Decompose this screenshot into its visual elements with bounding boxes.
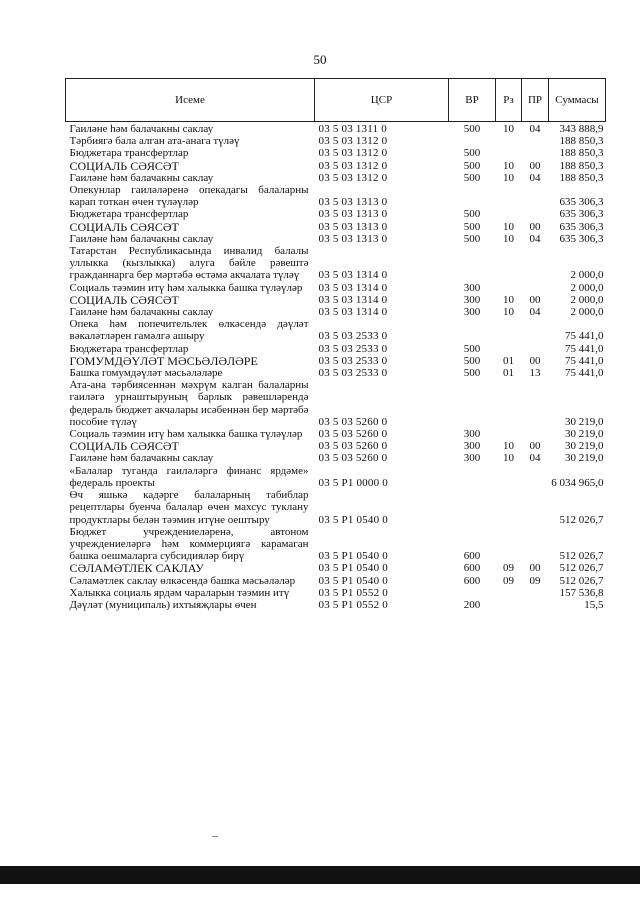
row-sum: 2 000,0 [570,306,604,319]
header-csr: ЦСР [315,79,449,122]
row-sum: 75 441,0 [565,330,604,343]
row-csr: 03 5 03 2533 0 [318,354,388,367]
header-sum: Суммасы [549,79,606,122]
row-vr: 500 [463,220,481,233]
row-vr: 600 [463,562,481,575]
row-rz: 01 [503,367,514,380]
row-rz: 10 [503,123,514,135]
row-pr [522,147,549,159]
table-row [66,599,606,611]
row-sum: 635 306,3 [559,232,604,245]
row-csr: 03 5 03 1314 0 [318,281,388,294]
row-sum: 30 219,0 [565,428,604,441]
row-sum: 188 850,3 [559,159,604,172]
row-rz [496,465,522,489]
row-name: Дәүләт (муниципаль) ихтыяҗлары өчен [69,598,257,611]
row-name: Опекунлар гаиләләренә опекадагы балаларны карап тоткан өчен түләүләр [69,184,309,209]
row-rz [496,379,522,428]
row-pr: 04 [529,171,541,184]
row-pr: 00 [529,354,541,367]
row-csr: 03 5 03 1313 0 [318,220,388,233]
table-row [66,233,606,245]
table-row [66,208,606,220]
table-row [66,221,606,233]
row-sum: 15,5 [584,598,604,611]
row-pr [522,526,549,563]
row-rz [496,184,522,208]
row-pr [522,379,549,428]
table-row [66,440,606,452]
row-pr: 00 [529,220,541,233]
table-row [66,355,606,367]
row-pr: 04 [529,306,541,319]
row-vr: 300 [463,293,481,306]
row-vr: 200 [463,598,481,611]
table-row [66,562,606,574]
header-rz: Рз [496,79,522,122]
row-vr: 600 [463,550,481,563]
row-rz: 01 [503,354,514,367]
header-pr: ПР [522,79,549,122]
budget-table [65,78,606,611]
row-rz: 10 [503,220,514,233]
row-csr: 03 5 03 2533 0 [318,342,388,355]
row-csr: 03 5 03 1313 0 [318,232,388,245]
row-vr [449,465,496,489]
row-vr: 500 [463,354,481,367]
row-rz [496,208,522,220]
row-csr: 03 5 P1 0540 0 [318,562,388,575]
row-rz: 09 [503,562,514,575]
row-vr: 300 [463,452,481,465]
row-rz: 09 [503,574,514,587]
row-pr [522,599,549,611]
row-sum: 343 888,9 [559,123,604,135]
row-name: Башка гомумдәүләт мәсьәләләре [69,367,223,380]
row-csr: 03 5 03 5260 0 [318,428,388,441]
row-csr: 03 5 03 5260 0 [318,415,388,428]
row-pr [522,465,549,489]
row-sum: 512 026,7 [559,550,604,563]
row-rz [496,526,522,563]
row-pr [522,428,549,440]
row-name: СОЦИАЛЬ СӘЯСӘТ [69,292,179,307]
table-row [66,465,606,489]
row-name: Гаиләне һәм балачакны саклау [69,171,214,184]
row-rz [496,318,522,342]
row-csr: 03 5 P1 0540 0 [318,574,388,587]
table-row [66,245,606,282]
row-csr: 03 5 03 2533 0 [318,330,388,343]
row-rz [496,599,522,611]
row-sum: 30 219,0 [565,415,604,428]
row-sum: 75 441,0 [565,342,604,355]
row-sum: 188 850,3 [559,147,604,160]
row-sum: 6 034 965,0 [551,476,604,489]
row-pr [522,489,549,526]
row-csr: 03 5 P1 0540 0 [318,513,388,526]
row-pr: 04 [529,452,541,465]
row-sum: 2 000,0 [570,269,604,282]
row-name: СӘЛАМӘТЛЕК САКЛАУ [69,561,204,576]
table-row [66,147,606,159]
row-rz: 10 [503,159,514,172]
row-vr [449,184,496,208]
table-row [66,587,606,599]
row-vr: 500 [463,171,481,184]
row-name: ГОМУМДӘҮЛӘТ МӘСЬӘЛӘЛӘРЕ [69,353,258,368]
row-vr [449,318,496,342]
table-body [66,122,606,612]
row-pr: 13 [529,367,541,380]
row-pr: 00 [529,562,541,575]
row-rz [496,245,522,282]
row-rz [496,489,522,526]
row-name: «Балалар туганда гаиләләргә финанс ярдәме» федераль проекты [69,464,309,489]
row-rz [496,147,522,159]
row-name: Опека һәм попечительлек өлкәсендә дәүләт вәкаләтләрен гамәлгә ашыру [69,318,309,343]
table-row [66,452,606,464]
row-pr: 04 [529,123,541,135]
row-csr: 03 5 P1 0552 0 [318,598,388,611]
table-row [66,318,606,342]
row-name: Бюджетара трансфертлар [69,147,189,160]
row-name: СОЦИАЛЬ СӘЯСӘТ [69,158,179,173]
table-row [66,575,606,587]
row-name: Социаль тәэмин итү һәм халыкка башка түләүләр [69,281,303,294]
row-pr [522,245,549,282]
table-row [66,306,606,318]
row-csr: 03 5 03 1314 0 [318,306,388,319]
table-row [66,184,606,208]
row-sum: 635 306,3 [559,196,604,209]
table-row [66,379,606,428]
row-csr: 03 5 03 1314 0 [318,293,388,306]
row-sum: 75 441,0 [565,367,604,380]
row-name: Гаиләне һәм балачакны саклау [69,306,214,319]
table-row [66,172,606,184]
row-vr: 500 [463,147,481,160]
row-sum: 157 536,8 [559,586,604,599]
row-vr: 500 [463,123,481,135]
row-vr [449,245,496,282]
row-csr: 03 5 03 1313 0 [318,208,388,221]
row-vr: 500 [463,232,481,245]
row-rz: 10 [503,306,514,319]
table-row [66,489,606,526]
row-vr [449,135,496,147]
row-name: Бюджетара трансфертлар [69,342,189,355]
row-csr: 03 5 03 1312 0 [318,159,388,172]
row-pr: 00 [529,293,541,306]
row-csr: 03 5 P1 0000 0 [318,476,388,489]
row-vr: 300 [463,440,481,453]
row-vr: 500 [463,342,481,355]
table-header [66,79,606,122]
row-name: СОЦИАЛЬ СӘЯСӘТ [69,219,179,234]
row-name: Ата-ана тәрбиясеннән мәхрүм калган балаларны гаиләгә урнаштыруның барлык рәвешләрендә федераль бюджет акчалары исәбеннән бер мәртәбә пособие түләү [69,379,309,428]
row-sum: 188 850,3 [559,171,604,184]
row-name: СОЦИАЛЬ СӘЯСӘТ [69,439,179,454]
table-row [66,282,606,294]
row-rz: 10 [503,232,514,245]
row-sum: 512 026,7 [559,574,604,587]
row-name: Тәрбиягә бала алган ата-анага түләү [69,135,240,148]
scan-edge-bar [0,866,640,884]
row-vr: 500 [463,159,481,172]
row-rz [496,343,522,355]
row-name: Бюджетара трансфертлар [69,208,189,221]
row-name: Гаиләне һәм балачакны саклау [69,232,214,245]
row-name: Гаиләне һәм балачакны саклау [69,123,214,135]
row-name: Халыкка социаль ярдәм чараларын тәэмин итү [69,586,290,599]
row-csr: 03 5 P1 0552 0 [318,586,388,599]
row-pr: 09 [529,574,541,587]
row-vr: 500 [463,208,481,221]
row-csr: 03 5 P1 0540 0 [318,550,388,563]
table-row [66,135,606,147]
row-vr: 300 [463,306,481,319]
row-pr [522,318,549,342]
row-vr: 300 [463,428,481,441]
row-sum: 635 306,3 [559,220,604,233]
header-name: Исеме [66,79,315,122]
row-pr [522,135,549,147]
row-rz [496,587,522,599]
row-sum: 30 219,0 [565,440,604,453]
row-sum: 30 219,0 [565,452,604,465]
row-pr [522,184,549,208]
budget-table-container [65,78,605,611]
table-row [66,526,606,563]
row-rz: 10 [503,293,514,306]
row-sum: 2 000,0 [570,281,604,294]
table-row [66,122,606,136]
row-pr [522,282,549,294]
table-row [66,160,606,172]
row-name: Татарстан Республикасында инвалид балалы уллыкка (кызлыкка) алуга бәйле рәвештә гражданнарга бер мәртәбә өстәмә акчалата түләү [69,245,309,282]
page-number: 50 [313,52,327,67]
row-sum: 512 026,7 [559,562,604,575]
row-csr: 03 5 03 1311 0 [318,123,387,135]
row-name: Өч яшькә кадәрге балаларның табиблар рецептлары буенча балалар өчен махсус туклану продуктлары белән тәэмин итүне оештыру [69,489,309,526]
row-name: Сәламәтлек саклау өлкәсендә башка мәсьәләләр [69,574,296,587]
row-csr: 03 5 03 5260 0 [318,440,388,453]
row-sum: 75 441,0 [565,354,604,367]
row-csr: 03 5 03 5260 0 [318,452,388,465]
row-vr [449,587,496,599]
row-pr: 00 [529,159,541,172]
row-sum: 188 850,3 [559,135,604,148]
row-sum: 512 026,7 [559,513,604,526]
row-sum: 2 000,0 [570,293,604,306]
row-csr: 03 5 03 1312 0 [318,147,388,160]
row-vr: 500 [463,367,481,380]
scan-mark [212,836,218,837]
row-rz [496,282,522,294]
row-pr: 00 [529,440,541,453]
row-csr: 03 5 03 1314 0 [318,269,388,282]
row-rz: 10 [503,171,514,184]
header-vr: ВР [449,79,496,122]
row-pr [522,587,549,599]
row-csr: 03 5 03 1312 0 [318,135,388,148]
row-rz [496,135,522,147]
table-row [66,367,606,379]
row-rz: 10 [503,440,514,453]
row-vr: 600 [463,574,481,587]
row-rz: 10 [503,452,514,465]
row-name: Гаиләне һәм балачакны саклау [69,452,214,465]
row-rz [496,428,522,440]
row-csr: 03 5 03 1312 0 [318,171,388,184]
table-row [66,294,606,306]
row-csr: 03 5 03 2533 0 [318,367,388,380]
row-vr: 300 [463,281,481,294]
row-vr [449,489,496,526]
row-pr [522,208,549,220]
row-vr [449,379,496,428]
row-pr: 04 [529,232,541,245]
row-name: Социаль тәэмин итү һәм халыкка башка түләүләр [69,428,303,441]
row-sum: 635 306,3 [559,208,604,221]
row-name: Бюджет учреждениеләренә, автоном учреждениеләргә һәм коммерциягә карамаган башка оешмаларга субсидияләр бирү [69,525,309,563]
row-csr: 03 5 03 1313 0 [318,196,388,209]
row-pr [522,343,549,355]
